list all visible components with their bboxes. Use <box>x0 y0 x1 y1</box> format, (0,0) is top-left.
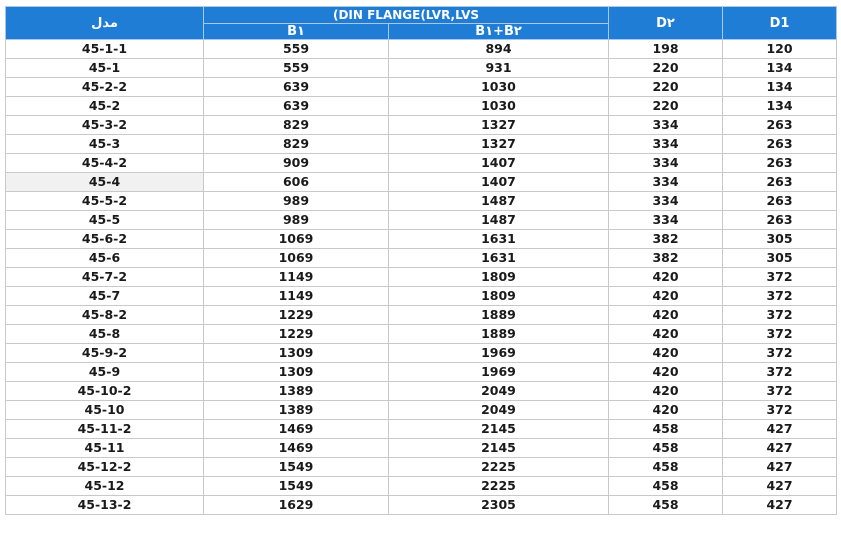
cell-d2: 458 <box>609 496 723 515</box>
table-row <box>6 173 837 192</box>
cell-d1: 134 <box>723 59 837 78</box>
cell-d2: 420 <box>609 363 723 382</box>
table-row <box>6 230 837 249</box>
cell-model: 45-8-2 <box>6 306 204 325</box>
cell-d1: 372 <box>723 325 837 344</box>
table-row <box>6 306 837 325</box>
cell-b1-b2: 2225 <box>389 477 609 496</box>
cell-b1-b2: 2049 <box>389 401 609 420</box>
cell-d1: 372 <box>723 344 837 363</box>
cell-b1: 829 <box>204 135 389 154</box>
cell-b1: 1149 <box>204 287 389 306</box>
cell-d1: 263 <box>723 192 837 211</box>
cell-model: 45-4 <box>6 173 204 192</box>
cell-model: 45-3-2 <box>6 116 204 135</box>
cell-b1-b2: 1631 <box>389 249 609 268</box>
cell-d1: 263 <box>723 173 837 192</box>
cell-d2: 420 <box>609 268 723 287</box>
cell-d2: 382 <box>609 249 723 268</box>
cell-b1-b2: 1327 <box>389 116 609 135</box>
cell-b1-b2: 1487 <box>389 192 609 211</box>
cell-model: 45-7-2 <box>6 268 204 287</box>
table-row <box>6 116 837 135</box>
header-b1-b2: B۱+B۲ <box>389 23 609 40</box>
cell-b1: 1149 <box>204 268 389 287</box>
cell-d2: 420 <box>609 382 723 401</box>
table-row <box>6 401 837 420</box>
cell-d2: 198 <box>609 40 723 59</box>
cell-d1: 427 <box>723 477 837 496</box>
cell-b1: 989 <box>204 192 389 211</box>
cell-d1: 372 <box>723 382 837 401</box>
table-row <box>6 325 837 344</box>
cell-d1: 305 <box>723 249 837 268</box>
cell-model: 45-6 <box>6 249 204 268</box>
cell-model: 45-12 <box>6 477 204 496</box>
cell-model: 45-1 <box>6 59 204 78</box>
cell-b1-b2: 931 <box>389 59 609 78</box>
cell-b1-b2: 1809 <box>389 287 609 306</box>
table-row <box>6 439 837 458</box>
cell-b1: 1309 <box>204 344 389 363</box>
cell-b1: 829 <box>204 116 389 135</box>
cell-b1: 1309 <box>204 363 389 382</box>
cell-model: 45-10-2 <box>6 382 204 401</box>
cell-b1-b2: 1631 <box>389 230 609 249</box>
cell-model: 45-11-2 <box>6 420 204 439</box>
table-row <box>6 344 837 363</box>
cell-d2: 420 <box>609 344 723 363</box>
header-b1: B۱ <box>204 23 389 40</box>
cell-b1: 1549 <box>204 477 389 496</box>
cell-b1-b2: 1407 <box>389 173 609 192</box>
cell-model: 45-11 <box>6 439 204 458</box>
cell-d2: 458 <box>609 477 723 496</box>
cell-model: 45-5-2 <box>6 192 204 211</box>
cell-b1-b2: 2145 <box>389 439 609 458</box>
cell-d2: 334 <box>609 192 723 211</box>
cell-d2: 334 <box>609 211 723 230</box>
cell-b1: 1389 <box>204 382 389 401</box>
header-flange-group: (DIN FLANGE(LVR,LVS <box>204 7 609 24</box>
cell-d2: 458 <box>609 439 723 458</box>
cell-b1-b2: 1809 <box>389 268 609 287</box>
cell-d2: 220 <box>609 97 723 116</box>
table-row <box>6 363 837 382</box>
dimensions-table-container <box>5 6 837 515</box>
cell-d2: 220 <box>609 59 723 78</box>
cell-b1-b2: 1030 <box>389 97 609 116</box>
cell-b1-b2: 894 <box>389 40 609 59</box>
cell-d2: 420 <box>609 306 723 325</box>
cell-d2: 420 <box>609 287 723 306</box>
cell-d1: 263 <box>723 135 837 154</box>
cell-d1: 263 <box>723 116 837 135</box>
cell-b1: 559 <box>204 59 389 78</box>
table-body <box>6 40 837 515</box>
header-d2: D۲ <box>609 7 723 40</box>
cell-b1: 1069 <box>204 249 389 268</box>
cell-b1: 1229 <box>204 325 389 344</box>
cell-d1: 427 <box>723 458 837 477</box>
cell-model: 45-12-2 <box>6 458 204 477</box>
table-row <box>6 97 837 116</box>
cell-b1-b2: 2049 <box>389 382 609 401</box>
cell-b1-b2: 1407 <box>389 154 609 173</box>
cell-model: 45-2-2 <box>6 78 204 97</box>
cell-model: 45-7 <box>6 287 204 306</box>
table-row <box>6 211 837 230</box>
table-row <box>6 78 837 97</box>
cell-d1: 427 <box>723 439 837 458</box>
cell-model: 45-9-2 <box>6 344 204 363</box>
cell-d2: 334 <box>609 135 723 154</box>
cell-d2: 334 <box>609 116 723 135</box>
cell-model: 45-4-2 <box>6 154 204 173</box>
dimensions-table <box>5 6 837 515</box>
cell-d1: 120 <box>723 40 837 59</box>
table-row <box>6 40 837 59</box>
cell-model: 45-10 <box>6 401 204 420</box>
cell-d1: 372 <box>723 268 837 287</box>
cell-d2: 334 <box>609 173 723 192</box>
cell-b1: 639 <box>204 78 389 97</box>
cell-d1: 372 <box>723 287 837 306</box>
cell-b1-b2: 1327 <box>389 135 609 154</box>
cell-b1-b2: 1487 <box>389 211 609 230</box>
cell-model: 45-1-1 <box>6 40 204 59</box>
table-row <box>6 458 837 477</box>
cell-b1: 1549 <box>204 458 389 477</box>
cell-b1: 606 <box>204 173 389 192</box>
cell-model: 45-8 <box>6 325 204 344</box>
cell-d1: 372 <box>723 401 837 420</box>
cell-d1: 305 <box>723 230 837 249</box>
cell-b1-b2: 1889 <box>389 325 609 344</box>
cell-d1: 372 <box>723 306 837 325</box>
cell-d1: 263 <box>723 154 837 173</box>
cell-b1-b2: 1889 <box>389 306 609 325</box>
cell-b1: 1069 <box>204 230 389 249</box>
cell-d1: 372 <box>723 363 837 382</box>
cell-model: 45-6-2 <box>6 230 204 249</box>
cell-b1: 989 <box>204 211 389 230</box>
table-row <box>6 249 837 268</box>
table-row <box>6 496 837 515</box>
cell-b1-b2: 2225 <box>389 458 609 477</box>
header-model: مدل <box>6 7 204 40</box>
cell-d2: 382 <box>609 230 723 249</box>
cell-b1: 1389 <box>204 401 389 420</box>
cell-d2: 334 <box>609 154 723 173</box>
cell-b1: 1469 <box>204 439 389 458</box>
cell-d2: 420 <box>609 325 723 344</box>
cell-d2: 458 <box>609 458 723 477</box>
cell-model: 45-5 <box>6 211 204 230</box>
cell-b1: 639 <box>204 97 389 116</box>
table-row <box>6 154 837 173</box>
cell-b1: 1229 <box>204 306 389 325</box>
cell-d1: 134 <box>723 97 837 116</box>
cell-d1: 427 <box>723 420 837 439</box>
table-row <box>6 287 837 306</box>
cell-model: 45-3 <box>6 135 204 154</box>
cell-b1-b2: 2305 <box>389 496 609 515</box>
cell-d2: 458 <box>609 420 723 439</box>
cell-model: 45-13-2 <box>6 496 204 515</box>
cell-b1-b2: 1030 <box>389 78 609 97</box>
cell-model: 45-9 <box>6 363 204 382</box>
cell-d1: 134 <box>723 78 837 97</box>
table-row <box>6 382 837 401</box>
table-row <box>6 135 837 154</box>
cell-b1: 1629 <box>204 496 389 515</box>
cell-b1-b2: 1969 <box>389 363 609 382</box>
table-row <box>6 59 837 78</box>
cell-d2: 220 <box>609 78 723 97</box>
header-d1: D1 <box>723 7 837 40</box>
table-row <box>6 420 837 439</box>
cell-b1: 909 <box>204 154 389 173</box>
cell-b1-b2: 2145 <box>389 420 609 439</box>
cell-b1: 559 <box>204 40 389 59</box>
table-header <box>6 7 837 40</box>
table-row <box>6 192 837 211</box>
table-row <box>6 477 837 496</box>
table-row <box>6 268 837 287</box>
cell-b1: 1469 <box>204 420 389 439</box>
cell-b1-b2: 1969 <box>389 344 609 363</box>
cell-d1: 263 <box>723 211 837 230</box>
cell-d1: 427 <box>723 496 837 515</box>
cell-model: 45-2 <box>6 97 204 116</box>
cell-d2: 420 <box>609 401 723 420</box>
